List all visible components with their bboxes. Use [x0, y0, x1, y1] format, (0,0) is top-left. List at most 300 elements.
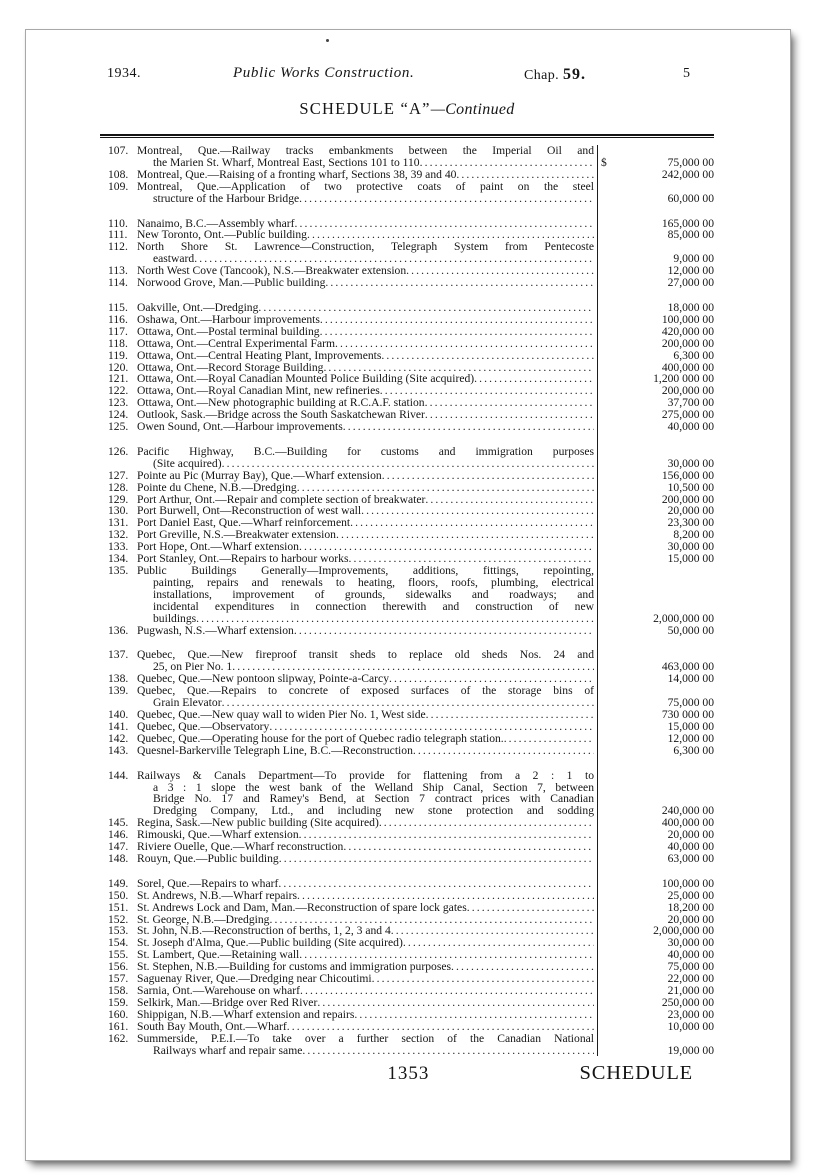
dot-leader — [297, 890, 594, 902]
item-amount-column — [598, 902, 715, 914]
dot-leader — [425, 409, 594, 421]
description-line — [137, 421, 594, 433]
description-text: Norwood Grove, Man.—Public building — [137, 276, 326, 290]
item-number: 144. — [108, 768, 129, 782]
chapter-label: Chap. — [524, 68, 560, 83]
dot-leader — [317, 997, 594, 1009]
amount-line — [598, 338, 715, 350]
item-number: 139. — [108, 684, 129, 698]
description-line: Quebec, Que.—Repairs to concrete of exposed surfaces of the storage bins of — [137, 684, 594, 698]
description-text: Ottawa, Ont.—Record Storage Building — [137, 360, 324, 374]
table-row — [100, 853, 715, 865]
item-number: 131. — [108, 516, 129, 530]
description-text: eastward — [153, 252, 195, 266]
description-text: Ottawa, Ont.—Royal Canadian Mint, new refineries — [137, 384, 380, 398]
dot-leader — [350, 517, 594, 529]
item-number: 150. — [108, 888, 129, 902]
item-number: 161. — [108, 1019, 129, 1033]
item-amount-column — [598, 721, 715, 733]
item-description — [137, 865, 598, 890]
ink-speck — [326, 39, 329, 42]
description-text: Regina, Sask.—New public building (Site acquired) — [137, 816, 379, 830]
dot-leader — [335, 338, 594, 350]
item-amount-column — [598, 745, 715, 757]
item-amount-column — [598, 1033, 715, 1057]
description-line: a 3 : 1 slope the west bank of the Welland Ship Canal, Section 7, between — [153, 780, 594, 794]
dot-leader — [325, 277, 594, 289]
description-line — [137, 350, 594, 362]
item-amount-column — [598, 205, 715, 230]
item-description — [137, 757, 598, 818]
amount-value: 100,000 00 — [661, 312, 714, 326]
item-description — [137, 902, 598, 914]
item-number: 140. — [108, 707, 129, 721]
item-description — [137, 890, 598, 902]
table-row — [100, 1033, 715, 1057]
item-number: 134. — [108, 552, 129, 566]
table-row — [100, 145, 715, 169]
item-number: 136. — [108, 623, 129, 637]
description-text: Pointe au Pic (Murray Bay), Que.—Wharf extension — [137, 468, 382, 482]
amount-value: 420,000 00 — [661, 324, 714, 338]
item-number: 109. — [108, 179, 129, 193]
amount-value: 63,000 00 — [667, 851, 714, 865]
item-amount-column — [598, 314, 715, 326]
amount-line — [598, 470, 715, 482]
amount-value: 10,500 00 — [667, 480, 714, 494]
item-number: 114. — [108, 276, 128, 290]
amount-value: 75,000 00 — [667, 155, 714, 169]
item-number: 125. — [108, 420, 129, 434]
item-amount-column — [598, 241, 715, 265]
description-text: North West Cove (Tancook), N.S.—Breakwater extension — [137, 264, 407, 278]
description-line: incidental expenditures in connection therewith and construction of new — [153, 599, 594, 613]
description-line: installations, improvement of grounds, sidewalks and roadways; and — [153, 587, 594, 601]
description-text: buildings — [153, 611, 197, 625]
description-text: Quesnel-Barkerville Telegraph Line, B.C.—Reconstruction — [137, 743, 413, 757]
dot-leader — [504, 733, 594, 745]
description-line — [137, 458, 594, 470]
item-number: 111. — [108, 228, 128, 242]
item-number: 117. — [108, 324, 128, 338]
item-description — [137, 565, 598, 625]
description-text: Saguenay River, Que.—Dredging near Chicoutimi — [137, 972, 372, 986]
item-description — [137, 350, 598, 362]
amount-line — [598, 673, 715, 685]
item-amount-column — [598, 421, 715, 433]
item-description — [137, 338, 598, 350]
table-row — [100, 205, 715, 230]
amount-line — [598, 878, 715, 890]
dot-leader — [406, 265, 594, 277]
dot-leader — [294, 218, 594, 230]
schedule-title — [100, 99, 714, 121]
description-text: Ottawa, Ont.—Postal terminal building — [137, 324, 320, 338]
item-number: 159. — [108, 995, 129, 1009]
item-number: 160. — [108, 1007, 129, 1021]
description-line — [137, 613, 594, 625]
dot-leader — [425, 397, 594, 409]
item-amount-column — [598, 565, 715, 625]
description-line — [137, 277, 594, 289]
amount-value: 20,000 00 — [667, 912, 714, 926]
item-description — [137, 181, 598, 205]
dot-leader — [278, 878, 594, 890]
item-amount-column — [598, 470, 715, 482]
item-description — [137, 685, 598, 709]
item-amount-column — [598, 673, 715, 685]
item-description — [137, 326, 598, 338]
description-text: Ottawa, Ont.—New photographic building at R.C.A.F. station — [137, 396, 425, 410]
item-description — [137, 636, 598, 673]
table-row — [100, 745, 715, 757]
description-line — [137, 314, 594, 326]
double-rule — [100, 134, 714, 138]
description-text: Sorel, Que.—Repairs to wharf — [137, 876, 279, 890]
catchword: SCHEDULE — [579, 1062, 693, 1085]
item-amount-column — [598, 350, 715, 362]
item-description — [137, 745, 598, 757]
amount-line — [598, 625, 715, 637]
description-line — [137, 625, 594, 637]
schedule-title-continued: —Continued — [430, 101, 515, 118]
item-number: 110. — [108, 216, 128, 230]
item-number: 121. — [108, 372, 129, 386]
table-row — [100, 565, 715, 625]
table-row — [100, 1009, 715, 1021]
description-line: Bridge No. 17 and Ramey's Bend, at Section 7 contract prices with Canadian — [153, 792, 594, 806]
item-amount-column — [598, 636, 715, 673]
item-amount-column — [598, 553, 715, 565]
item-number: 158. — [108, 984, 129, 997]
item-description — [137, 205, 598, 230]
dot-leader — [302, 1045, 594, 1057]
description-text: Quebec, Que.—New quay wall to widen Pier No. 1, West side — [137, 707, 426, 721]
description-text: New Toronto, Ont.—Public building — [137, 228, 307, 242]
schedule-title-main: SCHEDULE “A” — [299, 99, 431, 118]
page-footer — [100, 1063, 715, 1089]
description-text: Selkirk, Man.—Bridge over Red River — [137, 995, 318, 1009]
description-line: Montreal, Que.—Railway tracks embankments between the Imperial Oil and — [137, 144, 594, 157]
item-number: 108. — [108, 167, 129, 181]
description-text: Quebec, Que.—Observatory — [137, 719, 270, 733]
description-text: Oshawa, Ont.—Harbour improvements — [137, 312, 320, 326]
item-number: 128. — [108, 480, 129, 494]
amount-value: 242,000 00 — [661, 167, 714, 181]
amount-value: 30,000 00 — [667, 540, 714, 554]
item-description — [137, 289, 598, 314]
amount-line — [598, 350, 715, 362]
item-number: 137. — [108, 648, 129, 662]
header-running-title: Public Works Construction. — [233, 65, 415, 81]
item-number: 152. — [108, 912, 129, 926]
description-line: Railways & Canals Department—To provide for flattening from a 2 : 1 to — [137, 768, 594, 782]
amount-line — [598, 1009, 715, 1021]
amount-value: 40,000 00 — [667, 420, 714, 434]
amount-line — [598, 326, 715, 338]
amount-value: 165,000 00 — [661, 216, 714, 230]
dot-leader — [403, 937, 594, 949]
item-description — [137, 433, 598, 470]
currency-symbol: $ — [601, 155, 607, 169]
amount-value: 730 000 00 — [661, 707, 714, 721]
table-row — [100, 733, 715, 745]
item-number: 120. — [108, 360, 129, 374]
amount-value: 30,000 00 — [667, 456, 714, 470]
header-year: 1934. — [107, 66, 141, 81]
description-line: painting, repairs and renewals to heating, floors, roofs, plumbing, electrical — [153, 575, 594, 589]
item-number: 143. — [108, 743, 129, 757]
description-line — [137, 853, 594, 865]
amount-value: 20,000 00 — [667, 504, 714, 518]
description-line: Public Buildings Generally—Improvements, additions, fittings, repointing, — [137, 564, 594, 577]
amount-value: 25,000 00 — [667, 888, 714, 902]
description-text: (Site acquired) — [153, 456, 222, 470]
description-text: Nanaimo, B.C.—Assembly wharf — [137, 216, 295, 230]
item-number: 129. — [108, 492, 129, 506]
table-row — [100, 433, 715, 470]
table-row — [100, 338, 715, 350]
item-description — [137, 721, 598, 733]
amount-line — [598, 193, 715, 205]
item-amount-column — [598, 326, 715, 338]
item-number: 147. — [108, 840, 129, 854]
description-text: Outlook, Sask.—Bridge across the South Saskatchewan River — [137, 408, 425, 422]
item-number: 118. — [108, 336, 128, 350]
amount-value: 75,000 00 — [667, 696, 714, 710]
table-row — [100, 289, 715, 314]
item-description — [137, 733, 598, 745]
item-number: 113. — [108, 264, 128, 278]
item-number: 155. — [108, 948, 129, 962]
running-header — [100, 66, 714, 84]
item-description — [137, 1021, 598, 1033]
amount-value: 463,000 00 — [661, 660, 714, 674]
description-text: St. Joseph d'Alma, Que.—Public building (Site acquired) — [137, 936, 403, 950]
table-row — [100, 1021, 715, 1033]
item-number: 148. — [108, 851, 129, 865]
item-amount-column — [598, 289, 715, 314]
item-description — [137, 314, 598, 326]
amount-value: 12,000 00 — [667, 264, 714, 278]
amount-value: 15,000 00 — [667, 552, 714, 566]
amount-value: 250,000 00 — [661, 995, 714, 1009]
folio-number: 1353 — [387, 1063, 430, 1085]
description-text: Port Daniel East, Que.—Wharf reinforcement — [137, 516, 351, 530]
item-description — [137, 625, 598, 637]
item-number: 141. — [108, 719, 129, 733]
dot-leader — [372, 973, 594, 985]
amount-value: 18,000 00 — [667, 300, 714, 314]
description-text: St. Lambert, Que.—Retaining wall — [137, 948, 300, 962]
dot-leader — [343, 421, 594, 433]
dot-leader — [467, 902, 594, 914]
description-text: St. George, N.B.—Dredging — [137, 912, 270, 926]
dot-leader — [196, 613, 594, 625]
dot-leader — [297, 482, 594, 494]
amount-value: 14,000 00 — [667, 672, 714, 686]
amount-value: 10,000 00 — [667, 1019, 714, 1033]
amount-value: 23,300 00 — [667, 516, 714, 530]
description-line: Pacific Highway, B.C.—Building for customs and immigration purposes — [137, 444, 594, 458]
table-row — [100, 181, 715, 205]
item-number: 135. — [108, 564, 129, 577]
item-amount-column — [598, 482, 715, 494]
item-number: 162. — [108, 1031, 129, 1045]
item-description — [137, 277, 598, 289]
item-amount-column — [598, 625, 715, 637]
amount-line — [598, 1021, 715, 1033]
description-text: Port Arthur, Ont.—Repair and complete section of breakwater — [137, 492, 426, 506]
description-line: North Shore St. Lawrence—Construction, Telegraph System from Pentecoste — [137, 240, 594, 254]
item-number: 126. — [108, 444, 129, 458]
description-text: Port Hope, Ont.—Wharf extension — [137, 540, 299, 554]
table-row — [100, 241, 715, 265]
table-row — [100, 685, 715, 709]
amount-line — [598, 890, 715, 902]
description-text: Pointe du Chene, N.B.—Dredging — [137, 480, 297, 494]
table-row — [100, 625, 715, 637]
item-number: 107. — [108, 144, 129, 157]
table-row — [100, 421, 715, 433]
description-line — [137, 326, 594, 338]
description-text: Riviere Ouelle, Que.—Wharf reconstruction — [137, 840, 344, 854]
item-amount-column — [598, 145, 715, 169]
item-amount-column — [598, 853, 715, 865]
amount-value: 200,000 00 — [661, 336, 714, 350]
dot-leader — [426, 709, 594, 721]
amount-value: 2,000,000 00 — [653, 611, 714, 625]
description-text: the Marien St. Wharf, Montreal East, Sections 101 to 110 — [153, 155, 420, 169]
description-text: Ottawa, Ont.—Central Experimental Farm — [137, 336, 336, 350]
dot-leader — [361, 505, 594, 517]
dot-leader — [425, 494, 594, 506]
description-text: Rimouski, Que.—Wharf extension — [137, 828, 299, 842]
item-description — [137, 482, 598, 494]
dot-leader — [382, 470, 594, 482]
description-text: Port Stanley, Ont.—Repairs to harbour works — [137, 552, 349, 566]
description-line — [137, 745, 594, 757]
table-row — [100, 865, 715, 890]
dot-leader — [451, 961, 594, 973]
table-row — [100, 721, 715, 733]
amount-value: 12,000 00 — [667, 731, 714, 745]
item-number: 115. — [108, 300, 128, 314]
description-text: Montreal, Que.—Raising of a fronting wharf, Sections 38, 39 and 40 — [137, 167, 457, 181]
amount-value: 27,000 00 — [667, 276, 714, 290]
dot-leader — [391, 925, 594, 937]
description-text: Ottawa, Ont.—Central Heating Plant, Improvements — [137, 348, 382, 362]
amount-line — [598, 169, 715, 181]
item-number: 130. — [108, 504, 129, 518]
dot-leader — [222, 458, 594, 470]
table-row — [100, 902, 715, 914]
description-text: St. Andrews Lock and Dam, Man.—Reconstruction of spare lock gates — [137, 900, 467, 914]
description-line — [137, 1021, 594, 1033]
amount-value: 19,000 00 — [667, 1043, 714, 1057]
amount-line — [598, 482, 715, 494]
description-text: Owen Sound, Ont.—Harbour improvements — [137, 420, 343, 434]
description-text: Ottawa, Ont.—Royal Canadian Mounted Police Building (Site acquired) — [137, 372, 475, 386]
amount-value: 400,000 00 — [661, 816, 714, 830]
table-row — [100, 169, 715, 181]
amount-value: 75,000 00 — [667, 960, 714, 974]
chapter-number: 59. — [562, 66, 586, 83]
item-description — [137, 169, 598, 181]
item-description — [137, 241, 598, 265]
amount-value: 20,000 00 — [667, 828, 714, 842]
description-line: Montreal, Que.—Application of two protective coats of paint on the steel — [137, 179, 594, 193]
item-description — [137, 421, 598, 433]
table-row — [100, 350, 715, 362]
amount-value: 22,000 00 — [667, 972, 714, 986]
amount-value: 1,200 000 00 — [653, 372, 714, 386]
table-row — [100, 470, 715, 482]
dot-leader — [294, 625, 594, 637]
table-row — [100, 636, 715, 673]
amount-value: 240,000 00 — [661, 804, 714, 818]
description-text: South Bay Mouth, Ont.—Wharf — [137, 1019, 287, 1033]
item-number: 122. — [108, 384, 129, 398]
dot-leader — [320, 314, 594, 326]
description-line — [137, 721, 594, 733]
dot-leader — [320, 326, 594, 338]
amount-line — [598, 733, 715, 745]
description-line — [137, 1009, 594, 1021]
amount-value: 15,000 00 — [667, 719, 714, 733]
description-text: St. Stephen, N.B.—Building for customs and immigration purposes — [137, 960, 451, 974]
dot-leader — [279, 853, 594, 865]
amount-line — [598, 745, 715, 757]
dot-leader — [413, 745, 594, 757]
header-page-number: 5 — [683, 66, 690, 81]
description-text: Port Greville, N.S.—Breakwater extension — [137, 528, 336, 542]
amount-line — [598, 277, 715, 289]
amount-value: 21,000 00 — [667, 984, 714, 997]
description-line — [137, 338, 594, 350]
description-text: Port Burwell, Ont—Reconstruction of west wall — [137, 504, 362, 518]
dot-leader — [456, 169, 594, 181]
dot-leader — [299, 193, 594, 205]
item-description — [137, 470, 598, 482]
amount-value: 8,200 00 — [673, 528, 714, 542]
description-text: Grain Elevator — [153, 696, 222, 710]
table-row — [100, 890, 715, 902]
item-amount-column — [598, 733, 715, 745]
item-amount-column — [598, 229, 715, 241]
amount-line — [598, 613, 715, 625]
item-number: 124. — [108, 408, 129, 422]
description-line — [137, 733, 594, 745]
description-line — [137, 890, 594, 902]
description-text: Oakville, Ont.—Dredging — [137, 300, 259, 314]
description-text: Rouyn, Que.—Public building — [137, 851, 279, 865]
amount-line — [598, 553, 715, 565]
document-sheet — [25, 29, 791, 1161]
item-amount-column — [598, 169, 715, 181]
description-text: Pugwash, N.S.—Wharf extension — [137, 623, 294, 637]
item-description — [137, 853, 598, 865]
item-number: 157. — [108, 972, 129, 986]
item-number: 154. — [108, 936, 129, 950]
amount-line — [598, 1045, 715, 1057]
item-number: 119. — [108, 348, 128, 362]
amount-value: 30,000 00 — [667, 936, 714, 950]
amount-value: 6,300 00 — [673, 743, 714, 757]
amount-line — [598, 721, 715, 733]
amount-line — [598, 314, 715, 326]
dot-leader — [336, 529, 594, 541]
